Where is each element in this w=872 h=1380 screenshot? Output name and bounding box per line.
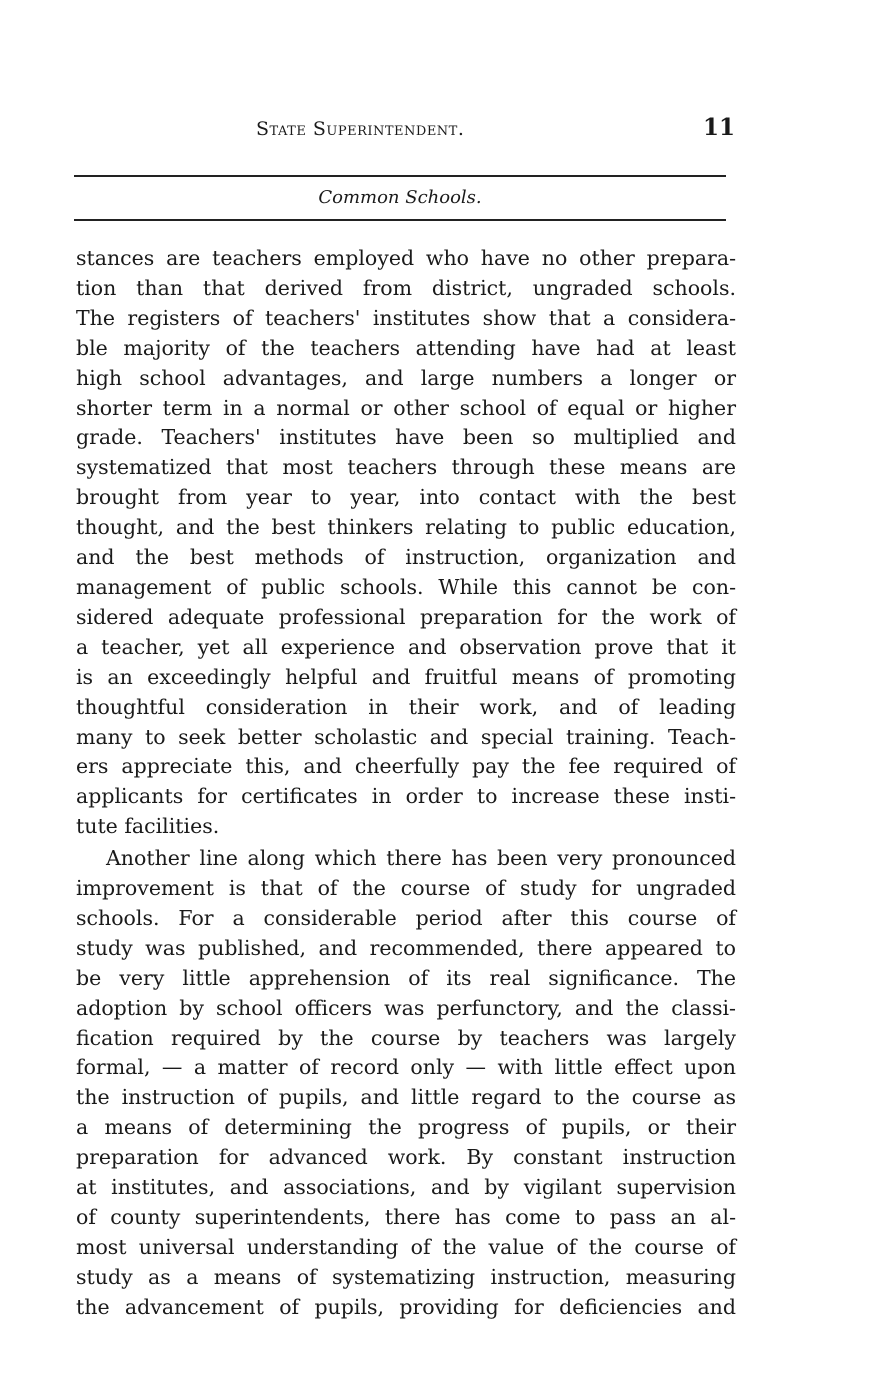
- text-line: formal, — a matter of record only — with little effect upon: [76, 1055, 736, 1080]
- text-line: high school advantages, and large numbers a longer or: [76, 365, 736, 390]
- section-title: Common Schools.: [318, 187, 482, 208]
- text-line: fication required by the course by teachers was largely: [76, 1025, 736, 1050]
- text-line: study as a means of systematizing instruction, measuring: [76, 1264, 736, 1289]
- text-line: is an exceedingly helpful and fruitful means of promoting: [76, 664, 736, 689]
- text-line: of county superintendents, there has come to pass an al-: [76, 1205, 736, 1229]
- text-line: stances are teachers employed who have no other prepara-: [76, 246, 736, 270]
- text-line: systematized that most teachers through these means are: [76, 455, 736, 480]
- header-rule-top: [74, 175, 726, 177]
- page-number: 11: [703, 114, 736, 141]
- text-line: a teacher, yet all experience and observation prove that it: [76, 634, 736, 659]
- paragraph-2: [76, 844, 736, 1323]
- text-line: study was published, and recommended, there appeared to: [76, 935, 736, 960]
- text-line: and the best methods of instruction, organization and: [76, 545, 736, 570]
- text-line: management of public schools. While this cannot be con-: [76, 574, 736, 599]
- text-line: improvement is that of the course of study for ungraded: [76, 876, 736, 901]
- text-line: Another line along which there has been very pronounced: [106, 846, 736, 871]
- running-head-title: State Superintendent.: [256, 118, 465, 140]
- text-line: the instruction of pupils, and little regard to the course as: [76, 1085, 736, 1110]
- body-text: [76, 244, 736, 1323]
- text-line: be very little apprehension of its real significance. The: [76, 965, 736, 990]
- header-rule-bottom: [74, 219, 726, 221]
- text-line: thought, and the best thinkers relating to public education,: [76, 515, 736, 540]
- text-line: thoughtful consideration in their work, and of leading: [76, 694, 736, 719]
- text-line: a means of determining the progress of pupils, or their: [76, 1115, 736, 1140]
- text-line: applicants for certificates in order to increase these insti-: [76, 784, 736, 809]
- paragraph-1: [76, 244, 736, 842]
- text-line: shorter term in a normal or other school of equal or higher: [76, 395, 736, 420]
- text-line: brought from year to year, into contact with the best: [76, 485, 736, 510]
- text-line: tute facilities.: [76, 814, 220, 839]
- text-line: the advancement of pupils, providing for deficiencies and: [76, 1294, 736, 1319]
- text-line: schools. For a considerable period after this course of: [76, 905, 736, 930]
- text-line: tion than that derived from district, ungraded schools.: [76, 275, 736, 300]
- text-line: adoption by school officers was perfunctory, and the classi-: [76, 995, 736, 1020]
- text-line: grade. Teachers' institutes have been so multiplied and: [76, 425, 736, 450]
- text-line: ble majority of the teachers attending have had at least: [76, 335, 736, 360]
- text-line: many to seek better scholastic and special training. Teach-: [76, 724, 736, 749]
- text-line: at institutes, and associations, and by vigilant supervision: [76, 1175, 736, 1200]
- text-line: sidered adequate professional preparation for the work of: [76, 604, 736, 629]
- text-line: The registers of teachers' institutes show that a considera-: [76, 305, 736, 330]
- text-line: most universal understanding of the value of the course of: [76, 1234, 736, 1259]
- text-line: ers appreciate this, and cheerfully pay the fee required of: [76, 754, 736, 779]
- text-line: preparation for advanced work. By constant instruction: [76, 1145, 736, 1170]
